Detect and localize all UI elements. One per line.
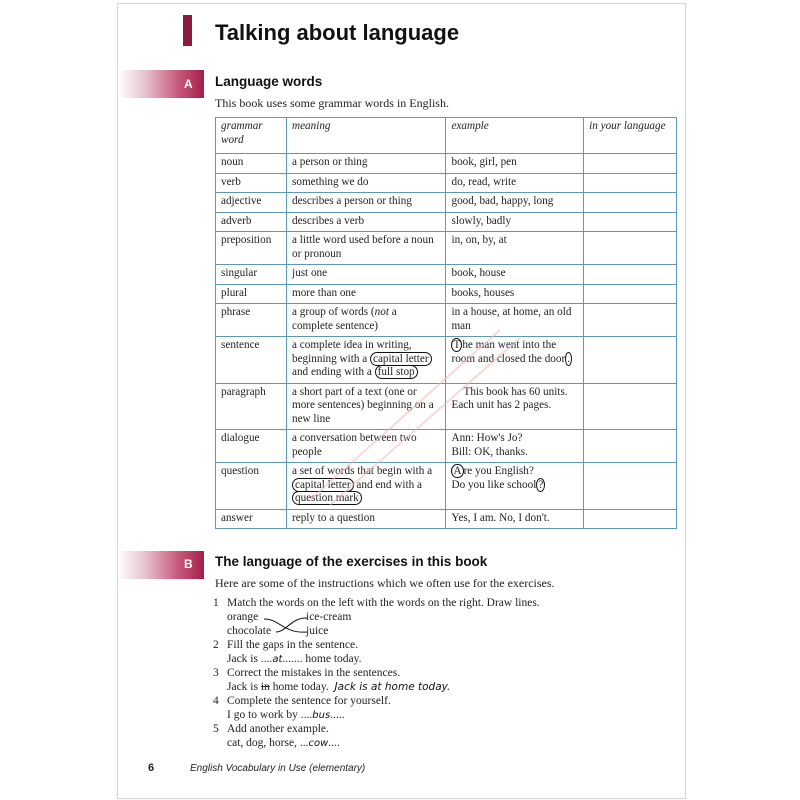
header-grammar-word: grammar word <box>216 118 287 154</box>
table-row <box>216 509 677 529</box>
exercise-3-number: 3 <box>213 667 219 679</box>
exercise-4-instruction: Complete the sentence for yourself. <box>227 695 391 707</box>
exercise-3-instruction: Correct the mistakes in the sentences. <box>227 667 401 679</box>
cell-translation[interactable] <box>584 430 677 463</box>
match-left-word: orange <box>227 611 259 623</box>
example-text: he man went into the room and closed the door <box>451 339 566 365</box>
book-title: English Vocabulary in Use (elementary) <box>190 763 366 774</box>
gap-dots: .... <box>300 709 313 721</box>
table-row <box>216 232 677 265</box>
cell-example: This book has 60 units. Each unit has 2 pages. <box>446 383 584 430</box>
header-meaning: meaning <box>287 118 446 154</box>
struck-word: in <box>260 681 270 693</box>
cell-example <box>446 337 584 384</box>
cell-example: slowly, badly <box>446 212 584 232</box>
table-row <box>216 173 677 193</box>
cell-meaning: describes a person or thing <box>287 193 446 213</box>
section-b-letter: B <box>184 557 193 571</box>
cell-example <box>446 463 584 510</box>
gap-dots: ... <box>299 737 309 749</box>
cell-meaning <box>287 463 446 510</box>
section-b-intro: Here are some of the instructions which we often use for the exercises. <box>215 576 555 590</box>
circled-capital-letter: capital letter <box>370 352 432 366</box>
exercise-5-number: 5 <box>213 723 219 735</box>
circled-full-stop: full stop <box>375 365 418 379</box>
table-row <box>216 383 677 430</box>
exercise-5-sentence <box>227 737 340 749</box>
cell-word: adjective <box>216 193 287 213</box>
cell-word: answer <box>216 509 287 529</box>
circled-capital-a: A <box>453 465 462 477</box>
exercise-1-instruction: Match the words on the left with the words on the right. Draw lines. <box>227 597 540 609</box>
exercise-4-sentence <box>227 709 345 721</box>
meaning-text: and end with a <box>353 478 422 491</box>
gap-dots: .... <box>328 737 340 749</box>
cell-example: Yes, I am. No, I don't. <box>446 509 584 529</box>
gap-dots: ....... <box>282 653 303 665</box>
grammar-words-table <box>215 117 677 529</box>
cell-translation[interactable] <box>584 232 677 265</box>
dialogue-line: Ann: How's Jo? <box>451 432 523 444</box>
page-number: 6 <box>148 762 155 774</box>
cell-meaning: reply to a question <box>287 509 446 529</box>
cell-example: book, girl, pen <box>446 154 584 174</box>
header-in-your-language: in your language <box>584 118 677 154</box>
cell-meaning: describes a verb <box>287 212 446 232</box>
matching-lines <box>262 612 310 638</box>
sentence-text: Jack is <box>227 681 261 693</box>
unit-accent-bar <box>183 15 192 46</box>
cell-translation[interactable] <box>584 304 677 337</box>
table-row <box>216 337 677 384</box>
table-row <box>216 284 677 304</box>
handwritten-answer: cow <box>308 738 329 749</box>
example-text: Do you like school <box>451 478 537 491</box>
cell-example: books, houses <box>446 284 584 304</box>
cell-word: phrase <box>216 304 287 337</box>
cell-meaning: just one <box>287 265 446 285</box>
match-right-word: juice <box>306 625 329 637</box>
section-b-heading: The language of the exercises in this book <box>215 554 488 569</box>
circled-question-mark: ? <box>538 478 544 491</box>
cell-example: good, bad, happy, long <box>446 193 584 213</box>
cell-meaning <box>287 337 446 384</box>
sentence-text: Jack is <box>227 653 261 665</box>
handwritten-answer: at <box>272 654 283 665</box>
sentence-text: I go to work by <box>227 709 301 721</box>
cell-example: in a house, at home, an old man <box>446 304 584 337</box>
section-a-intro: This book uses some grammar words in English. <box>215 96 449 110</box>
handwritten-answer: bus <box>312 710 331 721</box>
cell-word: paragraph <box>216 383 287 430</box>
gap-dots: .... <box>260 653 273 665</box>
table-row <box>216 212 677 232</box>
exercise-1-number: 1 <box>213 597 219 609</box>
table-row <box>216 463 677 510</box>
gap-dots: ..... <box>330 709 345 721</box>
table-row <box>216 304 677 337</box>
cell-translation[interactable] <box>584 337 677 384</box>
unit-title: Talking about language <box>215 20 460 45</box>
circled-capital-t: T <box>453 339 461 351</box>
circled-question-mark-text: question mark <box>292 491 362 505</box>
header-example: example <box>446 118 584 154</box>
meaning-emphasis: not <box>374 306 389 318</box>
cell-word: singular <box>216 265 287 285</box>
example-text: re you English? <box>463 465 534 477</box>
meaning-text: a complete idea in writing, beginning with a <box>292 339 412 365</box>
exercise-4-number: 4 <box>213 695 219 707</box>
exercise-2-sentence <box>227 653 362 665</box>
circled-full-stop-mark: . <box>567 352 570 365</box>
cell-translation[interactable] <box>584 383 677 430</box>
cell-translation[interactable] <box>584 154 677 174</box>
exercise-2-instruction: Fill the gaps in the sentence. <box>227 639 358 651</box>
table-row <box>216 430 677 463</box>
cell-translation[interactable] <box>584 193 677 213</box>
cell-translation[interactable] <box>584 265 677 285</box>
sentence-text: cat, dog, horse, <box>227 737 300 749</box>
exercise-5-instruction: Add another example. <box>227 723 329 735</box>
cell-translation[interactable] <box>584 284 677 304</box>
cell-meaning: something we do <box>287 173 446 193</box>
meaning-text: a set of words that begin with a <box>292 465 433 477</box>
cell-word: adverb <box>216 212 287 232</box>
cell-example: in, on, by, at <box>446 232 584 265</box>
cell-translation[interactable] <box>584 212 677 232</box>
table-row <box>216 193 677 213</box>
cell-translation[interactable] <box>584 173 677 193</box>
cell-word: verb <box>216 173 287 193</box>
table-row <box>216 265 677 285</box>
cell-example <box>446 430 584 463</box>
table-header-row <box>216 118 677 154</box>
cell-translation[interactable] <box>584 509 677 529</box>
dialogue-line: Bill: OK, thanks. <box>451 445 528 458</box>
exercise-3-sentence <box>227 681 450 693</box>
meaning-text: a complete sentence) <box>292 306 397 332</box>
sentence-text: home today. <box>302 653 362 665</box>
section-a-heading: Language words <box>215 74 323 89</box>
meaning-text: a group of words ( <box>292 306 375 318</box>
cell-meaning: a short part of a text (one or more sentences) beginning on a new line <box>287 383 446 430</box>
cell-word: question <box>216 463 287 510</box>
sentence-text: home today. <box>269 681 329 693</box>
cell-meaning: a little word used before a noun or pronoun <box>287 232 446 265</box>
cell-word: noun <box>216 154 287 174</box>
section-a-letter: A <box>184 77 193 91</box>
cell-meaning: a conversation between two people <box>287 430 446 463</box>
cell-example: do, read, write <box>446 173 584 193</box>
cell-word: sentence <box>216 337 287 384</box>
cell-example: book, house <box>446 265 584 285</box>
match-right-word: ice-cream <box>306 611 352 623</box>
handwritten-correction: Jack is at home today. <box>334 681 451 693</box>
cell-word: plural <box>216 284 287 304</box>
cell-translation[interactable] <box>584 463 677 510</box>
cell-word: preposition <box>216 232 287 265</box>
cell-word: dialogue <box>216 430 287 463</box>
table-row <box>216 154 677 174</box>
exercise-2-number: 2 <box>213 639 219 651</box>
cell-meaning: a person or thing <box>287 154 446 174</box>
meaning-text: and ending with a <box>292 366 375 378</box>
circled-capital-letter: capital letter <box>292 478 354 492</box>
match-left-word: chocolate <box>227 625 272 637</box>
cell-meaning <box>287 304 446 337</box>
cell-meaning: more than one <box>287 284 446 304</box>
